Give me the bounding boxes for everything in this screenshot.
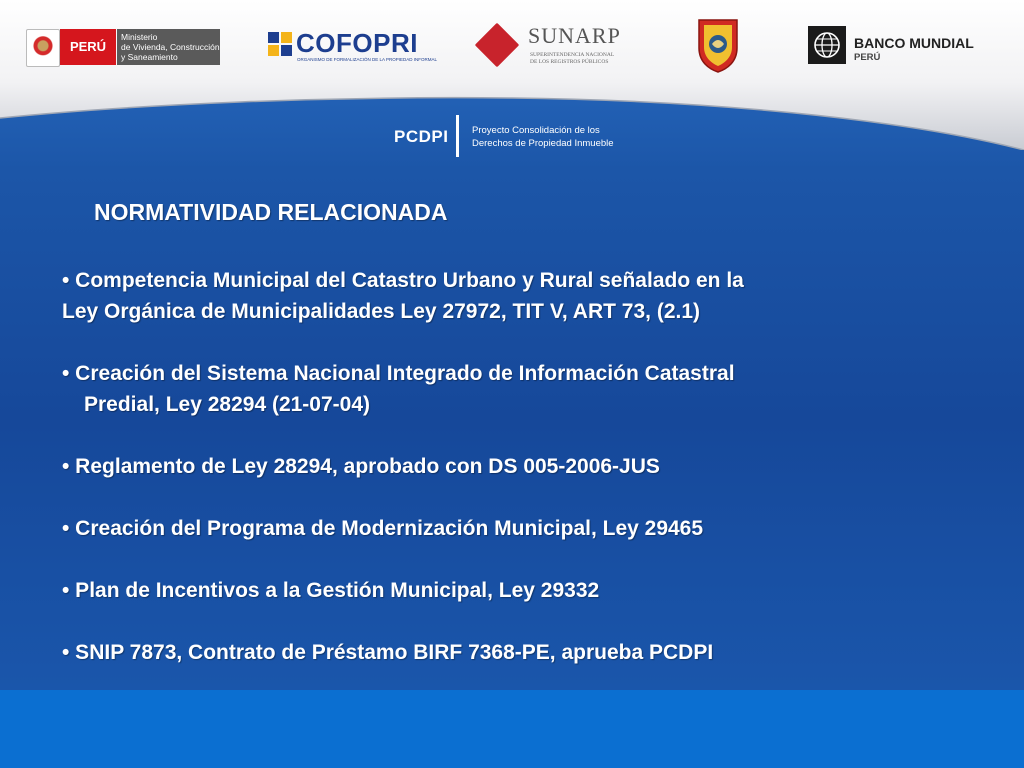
ministerio-vivienda-logo <box>26 27 220 67</box>
banco-mundial-logo <box>808 24 988 68</box>
bullet-line: Ley Orgánica de Municipalidades Ley 27972, TIT V, ART 73, (2.1) <box>62 300 701 323</box>
list-item <box>62 265 962 327</box>
bullet-line: • Plan de Incentivos a la Gestión Municipal, Ley 29332 <box>62 579 600 602</box>
pcdpi-logo <box>394 115 634 157</box>
list-item <box>62 575 962 606</box>
globe-icon <box>808 26 846 64</box>
sunarp-name: SUNARP <box>528 23 621 48</box>
list-item <box>62 358 962 420</box>
bullet-line: Predial, Ley 28294 (21-07-04) <box>84 393 371 416</box>
sunarp-tagline-2: DE LOS REGISTROS PÚBLICOS <box>530 59 609 65</box>
bullet-line: • Creación del Programa de Modernización Municipal, Ley 29465 <box>62 517 704 540</box>
ministry-line-2: de Vivienda, Construcción <box>121 42 220 52</box>
pcdpi-divider <box>456 115 459 157</box>
bullet-line: • Reglamento de Ley 28294, aprobado con DS 005-2006-JUS <box>62 455 660 478</box>
banco-mundial-country: PERÚ <box>854 52 881 63</box>
pcdpi-desc-line-2: Derechos de Propiedad Inmueble <box>472 138 614 149</box>
bullet-list <box>62 265 962 699</box>
peru-label: PERÚ <box>60 29 116 65</box>
sunarp-mark-icon <box>475 23 520 68</box>
list-item <box>62 513 962 544</box>
banco-mundial-name: BANCO MUNDIAL <box>854 35 974 51</box>
section-title: NORMATIVIDAD RELACIONADA <box>94 199 448 225</box>
footer-band <box>0 690 1024 768</box>
bullet-line: • Competencia Municipal del Catastro Urbano y Rural señalado en la <box>62 269 744 292</box>
ministry-line-3: y Saneamiento <box>121 52 178 62</box>
ministry-name <box>117 29 220 65</box>
sunarp-logo <box>476 22 634 70</box>
list-item <box>62 637 962 668</box>
cofopri-mark-icon <box>266 30 294 58</box>
igp-seal-icon <box>693 16 743 74</box>
ministry-line-1: Ministerio <box>121 32 158 42</box>
pcdpi-desc-line-1: Proyecto Consolidación de los <box>472 125 600 136</box>
cofopri-logo <box>266 28 438 64</box>
bullet-line: • Creación del Sistema Nacional Integrado de Información Catastral <box>62 362 735 385</box>
bullet-line: • SNIP 7873, Contrato de Préstamo BIRF 7368-PE, aprueba PCDPI <box>62 641 714 664</box>
cofopri-name: COFOPRI <box>296 28 418 58</box>
pcdpi-abbr: PCDPI <box>394 127 449 146</box>
cofopri-tagline: ORGANISMO DE FORMALIZACIÓN DE LA PROPIEDAD INFORMAL <box>297 57 438 62</box>
sunarp-tagline-1: SUPERINTENDENCIA NACIONAL <box>530 52 615 58</box>
peru-coat-of-arms-icon <box>26 29 60 67</box>
list-item <box>62 451 962 482</box>
